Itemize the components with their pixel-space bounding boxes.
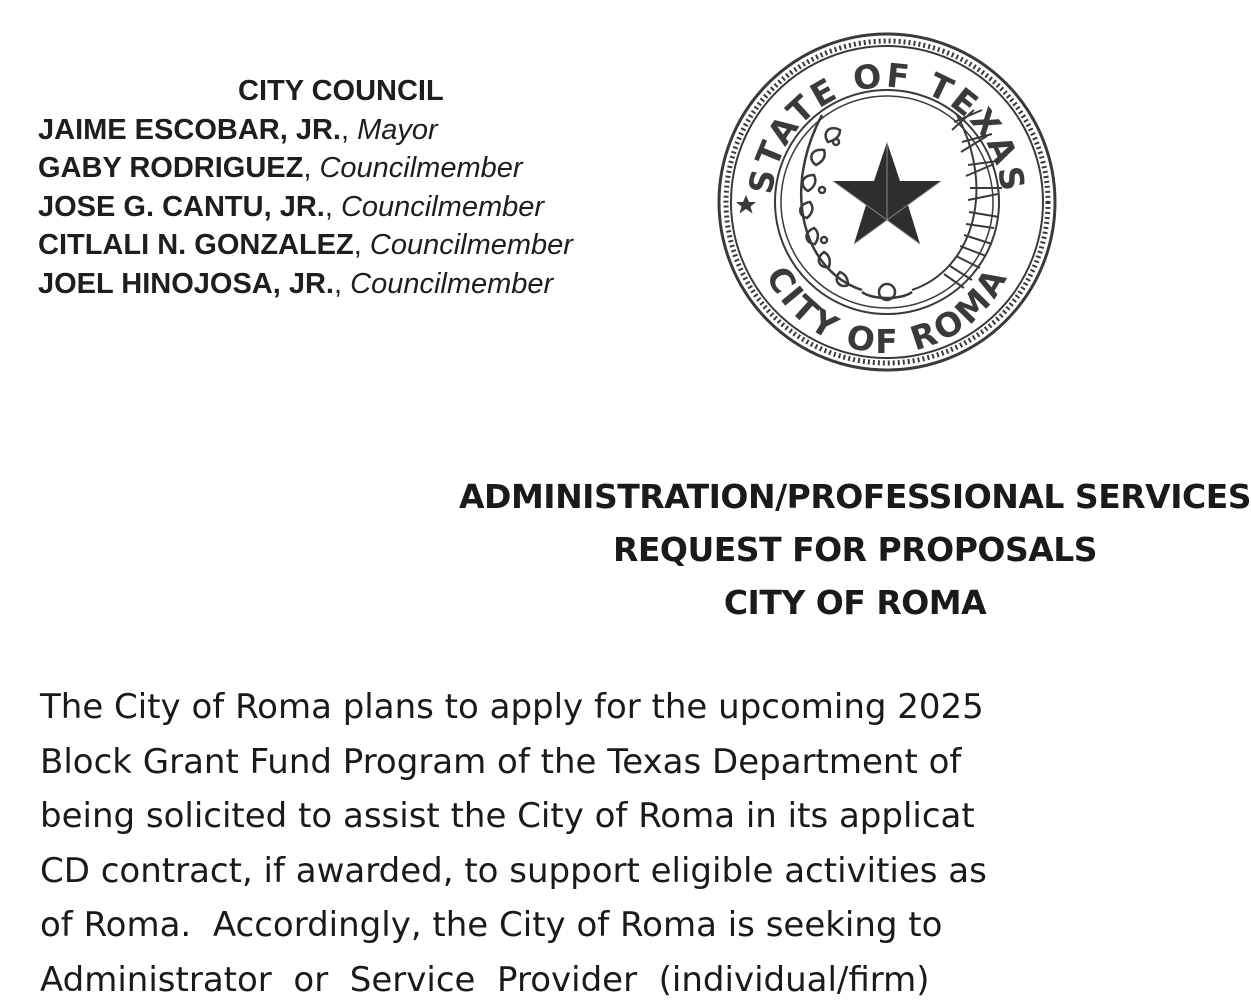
seal-side-star: [736, 195, 756, 214]
member-separator: ,: [325, 191, 341, 223]
body-line: Administrator or Service Provider (individual/firm): [40, 953, 1240, 1007]
title-line-1: ADMINISTRATION/PROFESSIONAL SERVICES: [459, 470, 1251, 523]
member-name: JOSE G. CANTU, JR.: [38, 191, 325, 223]
council-member: [38, 111, 678, 150]
body-line: of Roma. Accordingly, the City of Roma is seeking to: [40, 898, 1240, 953]
member-name: JAIME ESCOBAR, JR.: [38, 114, 341, 146]
council-member: [38, 149, 678, 188]
member-role: Councilmember: [319, 152, 522, 184]
title-line-2: REQUEST FOR PROPOSALS: [459, 523, 1251, 576]
council-heading: CITY COUNCIL: [38, 72, 678, 111]
member-role: Councilmember: [341, 191, 544, 223]
member-name: JOEL HINOJOSA, JR.: [38, 268, 334, 300]
city-seal: [712, 30, 1062, 380]
council-member: [38, 188, 678, 227]
seal-ribbon: [862, 284, 912, 300]
seal-bottom-text: CITY OF ROMA: [758, 260, 1015, 362]
rfp-title: [459, 470, 1251, 629]
seal-top-text: STATE OF TEXAS: [741, 55, 1033, 196]
member-separator: ,: [341, 114, 357, 146]
svg-text:CITY OF ROMA: [758, 260, 1015, 362]
member-name: GABY RODRIGUEZ: [38, 152, 303, 184]
body-line: The City of Roma plans to apply for the upcoming 2025: [40, 680, 1240, 735]
member-role: Councilmember: [370, 229, 573, 261]
member-role: Councilmember: [350, 268, 553, 300]
title-line-3: CITY OF ROMA: [459, 576, 1251, 629]
body-line: being solicited to assist the City of Roma in its applicat: [40, 789, 1240, 844]
member-role: Mayor: [357, 114, 438, 146]
seal-graphic: [712, 30, 1062, 380]
member-separator: ,: [354, 229, 370, 261]
member-separator: ,: [334, 268, 350, 300]
member-separator: ,: [303, 152, 319, 184]
council-member: [38, 226, 678, 265]
body-line: CD contract, if awarded, to support eligible activities as: [40, 844, 1240, 899]
council-member: [38, 265, 678, 304]
member-name: CITLALI N. GONZALEZ: [38, 229, 354, 261]
city-council-block: [38, 72, 678, 303]
seal-left-branch: [800, 115, 862, 290]
body-line: Block Grant Fund Program of the Texas Department of: [40, 735, 1240, 790]
body-paragraph: [40, 680, 1240, 1007]
